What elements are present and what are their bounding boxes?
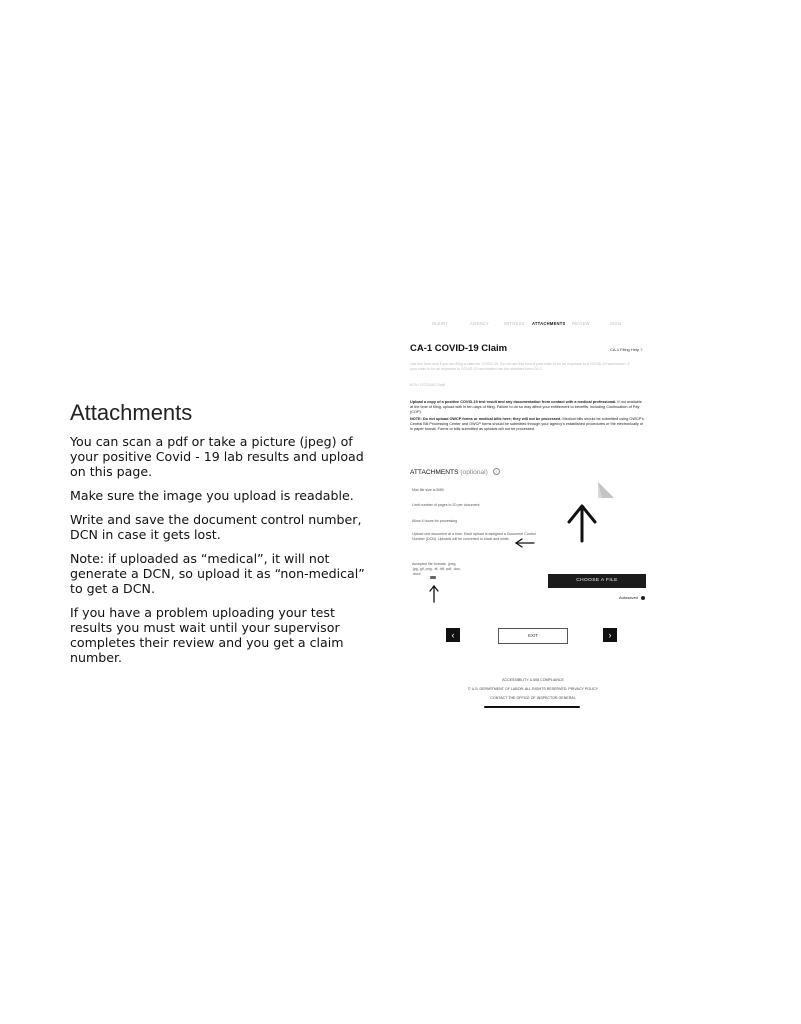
footer-accessibility-link[interactable]: ACCESSIBILITY & 508 COMPLIANCE [502, 678, 564, 682]
one-document-note: Upload one document at a time. Each upload is assigned a Document Control Number (DCN). Uploads will be converted to black and white. [412, 532, 536, 541]
attachments-optional-label: (optional) [460, 469, 488, 476]
max-size-note: Max file size is 5MB [412, 488, 444, 492]
note-bold-text: NOTE: Do not upload OWCP forms or medical bills here; they will not be processed. [410, 417, 562, 421]
tab-injury[interactable]: INJURY [432, 321, 449, 326]
choose-file-button[interactable]: CHOOSE A FILE [548, 574, 646, 588]
exit-button[interactable]: EXIT [498, 628, 568, 644]
section-title: Attachments [70, 400, 193, 425]
attachments-heading-label: ATTACHMENTS [410, 469, 459, 476]
tab-agency[interactable]: AGENCY [470, 321, 489, 326]
previous-button[interactable]: ‹ [446, 628, 460, 642]
ecn-status: ECN: 1572344C Draft [410, 383, 445, 387]
instruction-paragraph: Note: if uploaded as “medical”, it will not generate a DCN, so upload it as “non-medical” to get a DCN. [70, 551, 365, 596]
instruction-paragraph: Make sure the image you upload is readable. [70, 488, 354, 503]
tab-sign[interactable]: SIGN [610, 321, 622, 326]
instruction-paragraph: If you have a problem uploading your test results you must wait until your supervisor completes their review and you get a claim number. [70, 605, 344, 665]
tab-witness[interactable]: WITNESS [504, 321, 525, 326]
tab-attachments[interactable]: ATTACHMENTS [532, 321, 566, 326]
big-up-arrow [569, 506, 595, 541]
footer-oig-link[interactable]: CONTACT THE OFFICE OF INSPECTOR GENERAL [490, 696, 576, 700]
instruction-paragraph: Write and save the document control number, DCN in case it gets lost. [70, 512, 362, 542]
form-title: CA-1 COVID-19 Claim [410, 343, 508, 354]
left-pointer-arrow [516, 539, 534, 547]
next-button[interactable]: › [603, 628, 617, 642]
instruction-paragraph: You can scan a pdf or take a picture (jpeg) of your positive Covid - 19 lab results and upload on this page. [70, 434, 364, 479]
small-up-arrow [430, 586, 438, 602]
info-icon[interactable]: ? [493, 468, 500, 475]
tab-review[interactable]: REVIEW [572, 321, 590, 326]
filing-help-link[interactable]: CA-1 Filing Help ? [610, 347, 643, 352]
max-pages-note: Limit number of pages to 20 per document [412, 503, 480, 507]
accepted-formats-note: Accepted file formats: .jpeg, .jpg, gif, png, .tif, .tiff, pdf, .doc, .docx [412, 562, 461, 576]
intro-text: Use this form only if you are filing a claim for COVID-19. Do not use this form if your claim is for an exposure to a COVID-19 vaccination. If your claim is for an exposure to COVID-19 vaccination use the standard form CA-1. [410, 362, 630, 371]
upload-bold-text: Upload a copy of a positive COVID-19 test result and any documentation from contact with a medical professional. [410, 400, 617, 404]
footer-copyright: © U.S. DEPARTMENT OF LABOR. ALL RIGHTS RESERVED. PRIVACY POLICY [467, 687, 599, 691]
autosaved-label: Autosaved [619, 595, 638, 600]
processing-time-note: Allow 4 hours for processing [412, 519, 458, 523]
note-text: Medical bills should be submitted using OWCP's Central Bill Processing Center and OWCP forms should be submitted through your agency's established procedures or the electronically or in paper format. Forms or bills submitted as uploads will not be processed. [410, 417, 644, 431]
upload-text: If not available at the time of filing, upload with in ten days of filing. Failure to do so may affect your entitlement to benefits, including Continuation of Pay (COP). [410, 400, 642, 414]
